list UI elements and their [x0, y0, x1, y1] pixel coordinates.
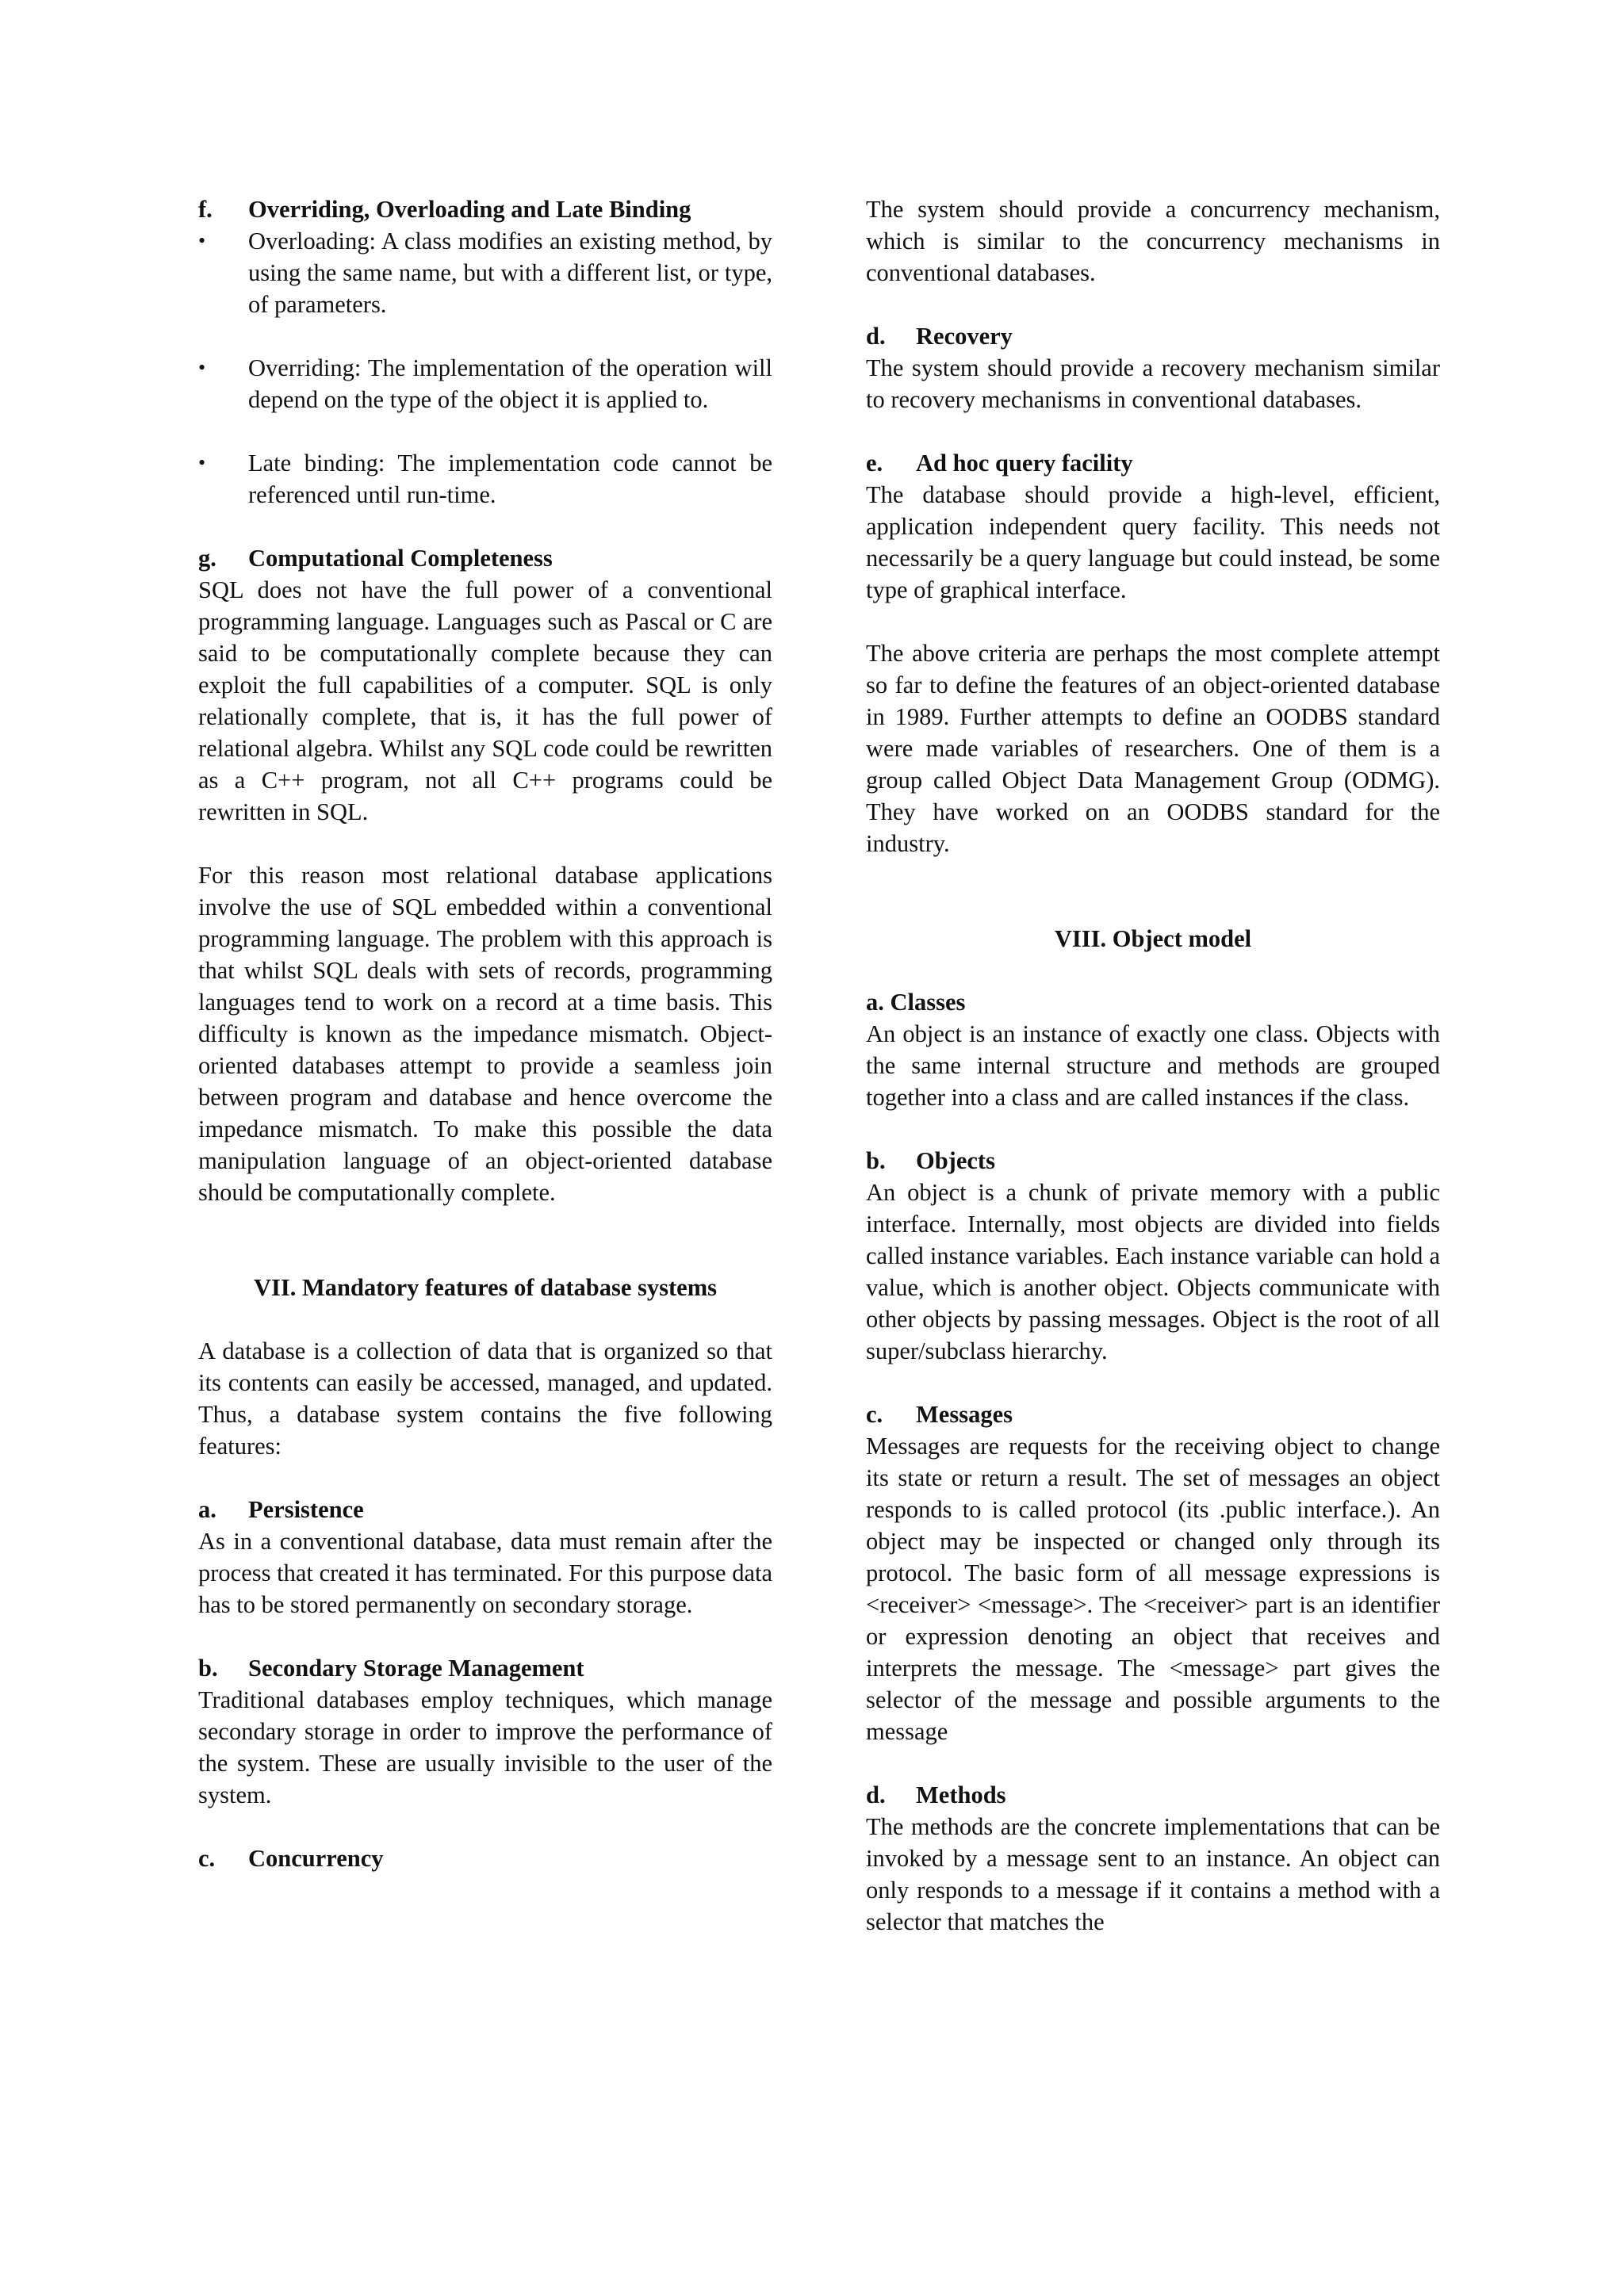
paragraph: The system should provide a concurrency mechanism, which is similar to the concurrency mechanisms in conventional databases.: [866, 196, 1440, 286]
heading-title: Methods: [916, 1781, 1006, 1808]
bullet-icon: •: [198, 229, 206, 252]
heading-letter: c.: [198, 1845, 216, 1872]
heading-title: Persistence: [248, 1496, 364, 1523]
heading-letter: b.: [198, 1655, 218, 1682]
paragraph: A database is a collection of data that is organized so that its contents can easily be accessed, managed, and updated. Thus, a database system contains the five following features:: [198, 1337, 772, 1460]
heading-title: Secondary Storage Management: [248, 1655, 584, 1682]
bullet-item: [198, 352, 772, 415]
heading-title: Objects: [916, 1147, 995, 1174]
heading-letter: f.: [198, 196, 213, 223]
right-column: [866, 193, 1440, 1938]
heading-title: Ad hoc query facility: [916, 450, 1133, 476]
bullet-item: [198, 447, 772, 511]
heading-concurrency: [198, 1843, 772, 1874]
bullet-text: Overriding: The implementation of the operation will depend on the type of the object it is applied to.: [248, 354, 772, 413]
left-column: [198, 193, 772, 1874]
heading-messages: [866, 1399, 1440, 1430]
heading-letter: e.: [866, 450, 883, 476]
heading-f: [198, 193, 772, 225]
paragraph: The system should provide a recovery mechanism similar to recovery mechanisms in conventional databases.: [866, 354, 1440, 413]
section-title-viii: VIII. Object model: [1054, 925, 1252, 952]
paragraph: An object is an instance of exactly one class. Objects with the same internal structure and methods are grouped together into a class and are called instances if the class.: [866, 1020, 1440, 1111]
paragraph: The database should provide a high-level, efficient, application independent query facility. This needs not necessarily be a query language but could instead, be some type of graphical interface.: [866, 481, 1440, 603]
heading-title: Computational Completeness: [248, 545, 553, 572]
heading-title: Overriding, Overloading and Late Binding: [248, 196, 691, 223]
heading-secondary-storage: [198, 1652, 772, 1684]
paragraph: The above criteria are perhaps the most complete attempt so far to define the features of an object-oriented database in 1989. Further attempts to define an OODBS standard were made variables of researchers. One of them is a group called Object Data Management Group (ODMG). They have worked on an OODBS standard for the industry.: [866, 640, 1440, 857]
paragraph: Traditional databases employ techniques, which manage secondary storage in order to improve the performance of the system. These are usually invisible to the user of the system.: [198, 1686, 772, 1808]
bullet-icon: •: [198, 451, 206, 474]
section-title-vii: VII. Mandatory features of database systems: [254, 1274, 717, 1301]
heading-letter: d.: [866, 1781, 886, 1808]
heading-letter: c.: [866, 1401, 883, 1428]
heading-ad-hoc-query: [866, 447, 1440, 479]
heading-recovery: [866, 320, 1440, 352]
heading-classes: [866, 986, 1440, 1018]
paragraph: An object is a chunk of private memory with a public interface. Internally, most objects are divided into fields called instance variables. Each instance variable can hold a value, which is another object. Objects communicate with other objects by passing messages. Object is the root of all super/subclass hierarchy.: [866, 1179, 1440, 1364]
heading-persistence: [198, 1494, 772, 1525]
heading-methods: [866, 1779, 1440, 1811]
heading-title: Messages: [916, 1401, 1013, 1428]
heading-title: Recovery: [916, 323, 1013, 350]
heading-title: Concurrency: [248, 1845, 384, 1872]
paragraph: The methods are the concrete implementations that can be invoked by a message sent to an instance. An object can only responds to a message if it contains a method with a selector that matches the: [866, 1813, 1440, 1935]
bullet-text: Late binding: The implementation code cannot be referenced until run-time.: [248, 450, 772, 508]
paragraph: SQL does not have the full power of a conventional programming language. Languages such as Pascal or C are said to be computationally complete because they can exploit the full capabilities of a computer. SQL is only relationally complete, that is, it has the full power of relational algebra. Whilst any SQL code could be rewritten as a C++ program, not all C++ programs could be rewritten in SQL.: [198, 576, 772, 825]
heading-letter: b.: [866, 1147, 886, 1174]
paragraph: Messages are requests for the receiving object to change its state or return a result. The set of messages an object responds to is called protocol (its .public interface.). An object may be inspected or changed only through its protocol. The basic form of all message expressions is <receiver> <message>. The <receiver> part is an identifier or expression denoting an object that receives and interprets the message. The <message> part gives the selector of the message and possible arguments to the message: [866, 1433, 1440, 1745]
heading-letter: g.: [198, 545, 216, 572]
heading-g: [198, 542, 772, 574]
heading-letter: a.: [198, 1496, 216, 1523]
bullet-text: Overloading: A class modifies an existing method, by using the same name, but with a different list, or type, of parameters.: [248, 228, 772, 318]
heading-letter: d.: [866, 323, 886, 350]
paragraph: As in a conventional database, data must remain after the process that created it has terminated. For this purpose data has to be stored permanently on secondary storage.: [198, 1528, 772, 1618]
heading-title: a. Classes: [866, 989, 966, 1016]
bullet-icon: •: [198, 356, 206, 379]
heading-objects: [866, 1145, 1440, 1177]
paragraph: For this reason most relational database applications involve the use of SQL embedded within a conventional programming language. The problem with this approach is that whilst SQL deals with sets of records, programming languages tend to work on a record at a time basis. This difficulty is known as the impedance mismatch. Object-oriented databases attempt to provide a seamless join between program and database and hence overcome the impedance mismatch. To make this possible the data manipulation language of an object-oriented database should be computationally complete.: [198, 862, 772, 1206]
bullet-item: [198, 225, 772, 320]
